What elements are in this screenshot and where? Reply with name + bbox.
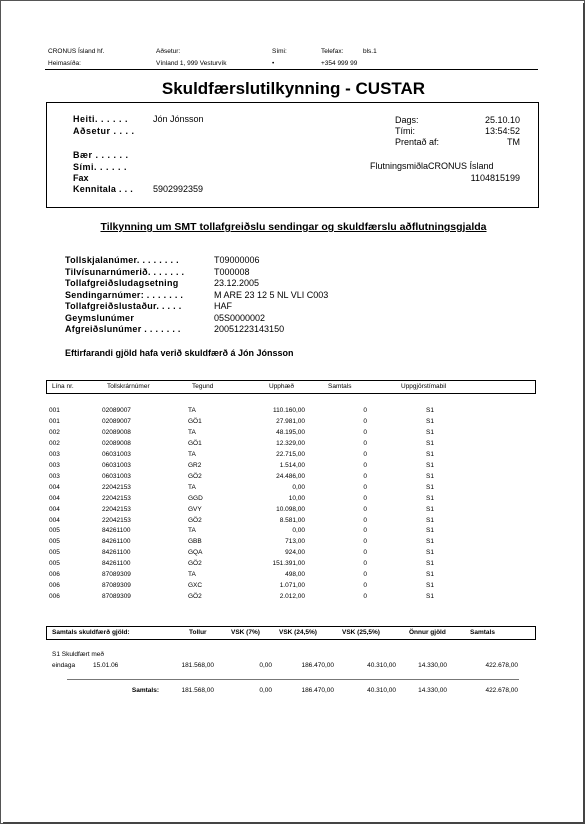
row-type: TA [188,571,196,579]
notice-subtitle: Tilkynning um SMT tollafgreiðslu sendingar og skuldfærslu aðflutningsgjalda [100,221,487,233]
row-type: GR2 [188,461,202,469]
row-tariff-number: 84261100 [102,560,131,568]
charges-notice: Eftirfarandi gjöld hafa verið skuldfærð á Jón Jónsson [65,348,294,358]
detail-value: M ARE 23 12 5 NL VLI C003 [214,289,329,300]
row-amount: 12.329,00 [276,439,305,447]
row-tariff-number: 84261100 [102,538,131,546]
row-total: 0 [363,582,367,590]
row-amount: 8.581,00 [279,516,305,524]
row-period: S1 [426,527,434,535]
row-amount: 2.012,00 [279,593,305,601]
row-amount: 24.486,00 [276,472,305,480]
row-amount: 713,00 [285,538,305,546]
grand-total-duty: 181.568,00 [181,687,214,694]
grand-total-vat255: 40.310,00 [367,687,396,694]
row-line-number: 006 [49,582,60,590]
row-tariff-number: 84261100 [102,527,131,535]
col-header-period: Uppgjörstímabil [401,383,447,390]
row-line-number: 004 [49,483,60,491]
row-line-number: 006 [49,571,60,579]
row-total: 0 [363,516,367,524]
page-number: bls.1 [363,48,377,55]
detail-value: 23.12.2005 [214,278,260,288]
phone-value: • [272,60,275,67]
summary-due-date: 15.01.06 [93,662,119,669]
row-period: S1 [426,439,434,447]
row-total: 0 [363,428,367,436]
summary-value-vat245: 186.470,00 [301,662,334,669]
col-header-total: Samtals [328,383,352,390]
town-label: Bær . . . . . . [73,150,129,160]
fax-label: Telefax: [321,48,344,55]
summary-value-other: 14.330,00 [418,662,447,669]
row-total: 0 [363,439,367,447]
row-total: 0 [363,505,367,513]
row-type: GÖ2 [188,593,202,601]
row-total: 0 [363,417,367,425]
row-total: 0 [363,549,367,557]
row-type: GVY [188,505,202,513]
grand-total-total: 422.678,00 [485,687,518,694]
row-tariff-number: 84261100 [102,549,131,557]
row-tariff-number: 02089008 [102,439,131,447]
detail-value: T000008 [214,266,250,277]
row-type: TA [188,407,196,414]
row-period: S1 [426,428,434,436]
carrier-line: FlutningsmiðlaCRONUS Ísland [370,161,494,171]
detail-value: 05S0000002 [214,312,266,323]
row-amount: 498,00 [285,571,305,579]
time-label: Tími: [395,126,415,136]
row-line-number: 003 [49,461,60,469]
row-tariff-number: 22042153 [102,505,131,513]
fax-field-label: Fax [73,173,89,183]
summary-line-label: S1 Skuldfært með [52,651,105,658]
row-type: GÖ1 [188,439,202,447]
summary-header-vat245: VSK (24,5%) [279,629,317,636]
row-amount: 151.391,00 [272,560,305,568]
grand-total-vat245: 186.470,00 [301,687,334,694]
row-tariff-number: 06031003 [102,461,131,469]
row-amount: 110.160,00 [272,407,305,414]
row-line-number: 002 [49,428,60,436]
summary-header-vat7: VSK (7%) [231,629,260,636]
carrier-number: 1104815199 [470,173,520,183]
row-tariff-number: 22042153 [102,516,131,524]
row-period: S1 [426,549,434,557]
address-label: Aðsetur: [156,48,181,55]
detail-value: HAF [214,301,232,311]
summary-header-total: Samtals [470,629,495,636]
row-period: S1 [426,472,434,480]
row-period: S1 [426,593,434,601]
fax-value: +354 999 99 [321,60,358,67]
company-name: CRONUS Ísland hf. [48,48,105,55]
row-amount: 27.981,00 [276,417,305,425]
row-total: 0 [363,472,367,480]
date-value: 25.10.10 [484,115,520,125]
summary-header-duty: Tollur [189,629,207,636]
row-amount: 22.715,00 [276,450,305,458]
phone-label: Sími: [272,48,287,55]
row-amount: 1.514,00 [279,461,305,469]
row-line-number: 001 [49,417,60,425]
row-tariff-number: 02089007 [102,417,131,425]
row-type: GÖ2 [188,472,202,480]
row-tariff-number: 87089309 [102,582,131,590]
detail-label: Tilvísunarnúmerið. . . . . . . [65,266,185,277]
row-type: GXC [188,582,203,590]
grand-total-other: 14.330,00 [418,687,447,694]
name-label: Heiti. . . . . . [73,114,129,124]
col-header-tariff: Tollskrárnúmer [107,383,150,390]
row-line-number: 005 [49,549,60,557]
row-total: 0 [363,450,367,458]
row-total: 0 [363,407,367,414]
row-period: S1 [426,571,434,579]
row-total: 0 [363,483,367,491]
detail-label: Sendingarnúmer: . . . . . . . [65,289,184,300]
row-type: TA [188,428,196,436]
printed-by-value: TM [507,137,520,147]
summary-value-vat7: 0,00 [259,662,272,669]
row-type: GGD [188,494,203,502]
row-period: S1 [426,538,434,546]
row-period: S1 [426,582,434,590]
row-line-number: 002 [49,439,60,447]
row-line-number: 005 [49,538,60,546]
homepage-label: Heimasíða: [48,60,81,67]
row-period: S1 [426,560,434,568]
row-total: 0 [363,527,367,535]
summary-header-label: Samtals skuldfærð gjöld: [52,629,130,636]
row-line-number: 004 [49,494,60,502]
row-amount: 10,00 [288,494,305,502]
row-total: 0 [363,461,367,469]
row-tariff-number: 02089008 [102,428,131,436]
row-line-number: 004 [49,516,60,524]
row-line-number: 004 [49,505,60,513]
row-total: 0 [363,494,367,502]
row-tariff-number: 22042153 [102,483,131,491]
row-period: S1 [426,483,434,491]
row-type: GBB [188,538,202,546]
detail-label: Afgreiðslunúmer . . . . . . . [65,324,181,334]
row-tariff-number: 06031003 [102,472,131,480]
detail-label: Tollskjalanúmer. . . . . . . . [65,255,179,265]
row-type: GQA [188,549,203,557]
row-period: S1 [426,494,434,502]
detail-value: T09000006 [214,255,260,265]
row-line-number: 005 [49,527,60,535]
row-total: 0 [363,560,367,568]
col-header-type: Tegund [192,383,214,390]
address-field-label: Aðsetur . . . . [73,126,135,136]
row-period: S1 [426,461,434,469]
detail-value: 20051223143150 [214,324,285,334]
row-tariff-number: 22042153 [102,494,131,502]
ssn-label: Kennitala . . . [73,184,134,194]
row-period: S1 [426,505,434,513]
row-line-number: 003 [49,450,60,458]
header-divider [45,69,538,70]
row-amount: 48.195,00 [276,428,305,436]
page-title: Skuldfærslutilkynning - CUSTAR [161,79,426,98]
row-amount: 924,00 [285,549,305,557]
row-line-number: 006 [49,593,60,601]
row-period: S1 [426,407,434,414]
row-type: GÖ1 [188,417,202,425]
row-type: GÖ2 [188,560,202,568]
summary-due-label: eindaga [52,662,76,669]
summary-value-duty: 181.568,00 [181,662,214,669]
printed-by-label: Prentað af: [395,137,440,147]
grand-total-label: Samtals: [131,687,159,694]
name-value: Jón Jónsson [153,114,204,124]
row-line-number: 001 [49,407,60,414]
date-label: Dags: [395,115,419,125]
detail-label: Tollafgreiðsludagsetning [65,278,179,288]
row-amount: 10.098,00 [276,505,305,513]
row-amount: 0,00 [292,483,305,491]
row-tariff-number: 06031003 [102,450,131,458]
summary-divider [67,679,519,680]
time-value: 13:54:52 [484,126,520,136]
col-header-line: Lína nr. [52,383,74,390]
row-total: 0 [363,593,367,601]
col-header-amount: Upphæð [269,383,294,390]
row-amount: 1.071,00 [279,582,305,590]
row-type: TA [188,483,196,491]
summary-value-vat255: 40.310,00 [367,662,396,669]
detail-label: Tollafgreiðslustaður. . . . . [65,301,182,311]
row-type: TA [188,450,196,458]
phone-field-label: Sími. . . . . . [73,162,128,172]
row-period: S1 [426,516,434,524]
summary-value-total: 422.678,00 [485,662,518,669]
row-tariff-number: 87089309 [102,593,131,601]
grand-total-vat7: 0,00 [259,687,272,694]
row-line-number: 005 [49,560,60,568]
row-type: GÖ2 [188,516,202,524]
summary-header-other: Önnur gjöld [409,629,446,636]
row-type: TA [188,527,196,535]
address-value: Vínland 1, 999 Vesturvík [156,60,227,67]
row-tariff-number: 02089007 [102,407,131,414]
row-tariff-number: 87089309 [102,571,131,579]
detail-label: Geymslunúmer [65,312,135,323]
row-total: 0 [363,571,367,579]
row-amount: 0,00 [292,527,305,535]
row-period: S1 [426,417,434,425]
row-line-number: 003 [49,472,60,480]
row-period: S1 [426,450,434,458]
summary-header-vat255: VSK (25,5%) [342,629,380,636]
row-total: 0 [363,538,367,546]
ssn-value: 5902992359 [153,184,204,194]
